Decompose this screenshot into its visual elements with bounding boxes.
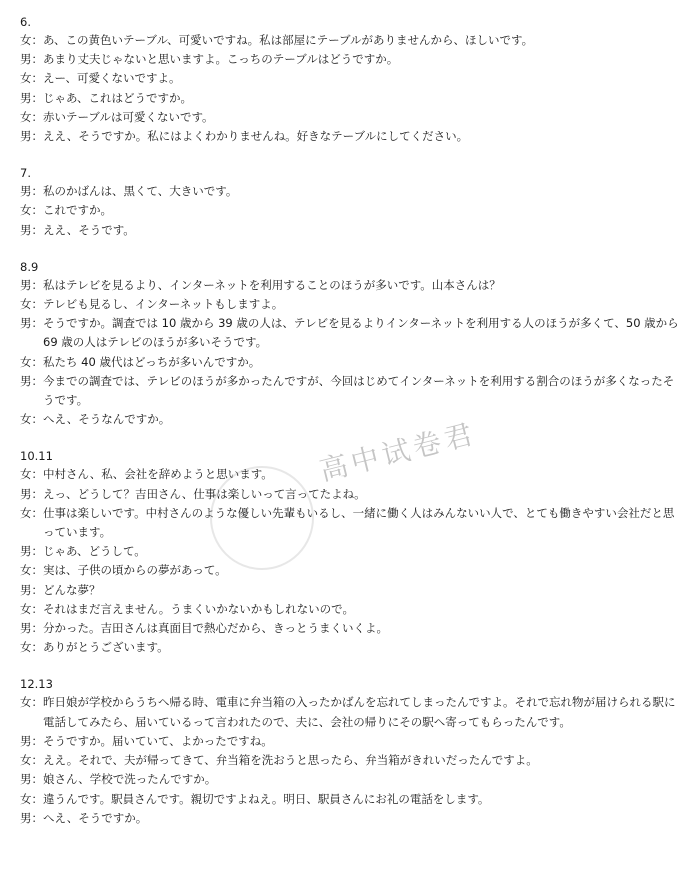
dialogue-line <box>20 31 680 50</box>
question-number: 12.13 <box>20 677 53 692</box>
dialogue-line <box>20 485 680 504</box>
dialogue-section <box>20 14 680 146</box>
dialogue-line <box>20 638 680 657</box>
dialogue-line <box>20 809 680 828</box>
dialogue-line <box>20 89 680 108</box>
utterance-text: ええ、そうです。 <box>43 222 135 237</box>
utterance-text: テレビも見るし、インターネットもしますよ。 <box>43 297 284 312</box>
utterance-text: 分かった。吉田さんは真面目で熱心だから、きっとうまくいくよ。 <box>43 621 388 636</box>
dialogue-line <box>20 201 680 220</box>
utterance-text: そうですか。届いていて、よかったですね。 <box>43 733 273 748</box>
dialogue-line <box>20 372 680 410</box>
dialogue-line <box>20 221 680 240</box>
dialogue-line <box>20 182 680 201</box>
speaker-label: 女： <box>20 354 43 369</box>
utterance-text: 今までの調査では、テレビのほうが多かったんですが、今回はじめてインターネットを利用する割合のほうが多くなったそうです。 <box>43 373 675 408</box>
speaker-label: 女： <box>20 791 43 806</box>
speaker-label: 女： <box>20 203 43 218</box>
utterance-text: じゃあ、これはどうですか。 <box>43 90 193 105</box>
speaker-label: 男： <box>20 810 43 825</box>
utterance-text: これですか。 <box>43 203 112 218</box>
dialogue-line <box>20 295 680 314</box>
dialogue-line <box>20 619 680 638</box>
utterance-text: あまり丈夫じゃないと思いますよ。こっちのテーブルはどうですか。 <box>43 52 399 67</box>
speaker-label: 女： <box>20 695 43 710</box>
speaker-label: 女： <box>20 640 43 655</box>
dialogue-section <box>20 165 680 240</box>
utterance-text: へえ、そうですか。 <box>43 810 148 825</box>
speaker-label: 男： <box>20 316 43 331</box>
question-number: 10.11 <box>20 449 53 464</box>
utterance-text: ええ、そうですか。私にはよくわかりませんね。好きなテーブルにしてください。 <box>43 129 469 144</box>
speaker-label: 女： <box>20 109 43 124</box>
utterance-text: ありがとうございます。 <box>43 640 169 655</box>
question-number: 6. <box>20 15 31 29</box>
dialogue-line <box>20 770 680 789</box>
utterance-text: 娘さん、学校で洗ったんですか。 <box>43 772 217 787</box>
dialogue-line <box>20 600 680 619</box>
utterance-text: 私たち 40 歳代はどっちが多いんですか。 <box>43 354 261 369</box>
utterance-text: 実は、子供の頃からの夢があって。 <box>43 563 227 578</box>
utterance-text: えー、可愛くないですよ。 <box>43 71 181 86</box>
transcript-document <box>20 14 680 847</box>
utterance-text: 昨日娘が学校からうちへ帰る時、電車に弁当箱の入ったかばんを忘れてしまったんですよ。それで忘れ物が届けられる駅に電話してみたら、届いているって言われたので、夫に、会社の帰りにその駅へ寄ってもらったんです。 <box>43 695 676 729</box>
dialogue-line <box>20 581 680 600</box>
dialogue-line <box>20 276 680 295</box>
dialogue-section <box>20 448 680 657</box>
speaker-label: 男： <box>20 621 43 636</box>
dialogue-line <box>20 127 680 146</box>
dialogue-line <box>20 410 680 429</box>
utterance-text: 違うんです。駅員さんです。親切ですよねえ。明日、駅員さんにお礼の電話をします。 <box>43 791 490 806</box>
speaker-label: 女： <box>20 601 43 616</box>
speaker-label: 女： <box>20 563 43 578</box>
dialogue-line <box>20 732 680 751</box>
dialogue-line <box>20 108 680 127</box>
dialogue-line <box>20 542 680 561</box>
utterance-text: ええ。それで、夫が帰ってきて、弁当箱を洗おうと思ったら、弁当箱がきれいだったんですよ。 <box>43 753 538 768</box>
utterance-text: へえ、そうなんですか。 <box>43 412 171 427</box>
utterance-text: そうですか。調査では 10 歳から 39 歳の人は、テレビを見るよりインターネットを利用する人のほうが多くて、50 歳から 69 歳の人はテレビのほうが多いそうです。 <box>43 316 679 350</box>
dialogue-section <box>20 259 680 430</box>
speaker-label: 男： <box>20 582 43 597</box>
dialogue-line <box>20 751 680 770</box>
watermark-text: 高中试卷君 <box>316 416 480 488</box>
speaker-label: 男： <box>20 52 43 67</box>
dialogue-section <box>20 676 680 827</box>
speaker-label: 男： <box>20 129 43 144</box>
dialogue-line <box>20 314 680 352</box>
question-number: 7. <box>20 166 31 181</box>
speaker-label: 女： <box>20 412 43 427</box>
utterance-text: それはまだ言えません。うまくいかないかもしれないので。 <box>43 601 354 616</box>
speaker-label: 男： <box>20 544 43 559</box>
utterance-text: 仕事は楽しいです。中村さんのような優しい先輩もいるし、一緒に働く人はみんないい人で、とても働きやすい会社だと思っています。 <box>43 505 675 540</box>
utterance-text: えっ、どうして？吉田さん、仕事は楽しいって言ってたよね。 <box>43 486 366 501</box>
speaker-label: 女： <box>20 467 43 482</box>
speaker-label: 男： <box>20 184 43 199</box>
dialogue-line <box>20 50 680 69</box>
utterance-text: どんな夢？ <box>43 582 101 597</box>
dialogue-line <box>20 561 680 580</box>
speaker-label: 女： <box>20 753 43 768</box>
utterance-text: 中村さん、私、会社を辞めようと思います。 <box>43 467 273 482</box>
utterance-text: あ、この黄色いテーブル、可愛いですね。私は部屋にテーブルがありませんから、ほしいです。 <box>43 33 534 47</box>
utterance-text: 私はテレビを見るより、インターネットを利用することのほうが多いです。山本さんは？ <box>43 277 501 292</box>
dialogue-line <box>20 693 680 731</box>
dialogue-line <box>20 504 680 542</box>
speaker-label: 男： <box>20 486 43 501</box>
utterance-text: 赤いテーブルは可愛くないです。 <box>43 109 214 124</box>
speaker-label: 男： <box>20 772 43 787</box>
speaker-label: 女： <box>20 33 43 47</box>
speaker-label: 女： <box>20 505 43 520</box>
utterance-text: じゃあ、どうして。 <box>43 544 146 559</box>
dialogue-line <box>20 465 680 484</box>
question-number: 8.9 <box>20 259 39 274</box>
dialogue-line <box>20 790 680 809</box>
speaker-label: 男： <box>20 733 43 748</box>
speaker-label: 女： <box>20 297 43 312</box>
dialogue-line <box>20 69 680 88</box>
speaker-label: 女： <box>20 71 43 86</box>
speaker-label: 男： <box>20 90 43 105</box>
speaker-label: 男： <box>20 222 43 237</box>
utterance-text: 私のかばんは、黒くて、大きいです。 <box>43 184 238 199</box>
speaker-label: 男： <box>20 277 43 292</box>
dialogue-line <box>20 353 680 372</box>
speaker-label: 男： <box>20 373 43 388</box>
